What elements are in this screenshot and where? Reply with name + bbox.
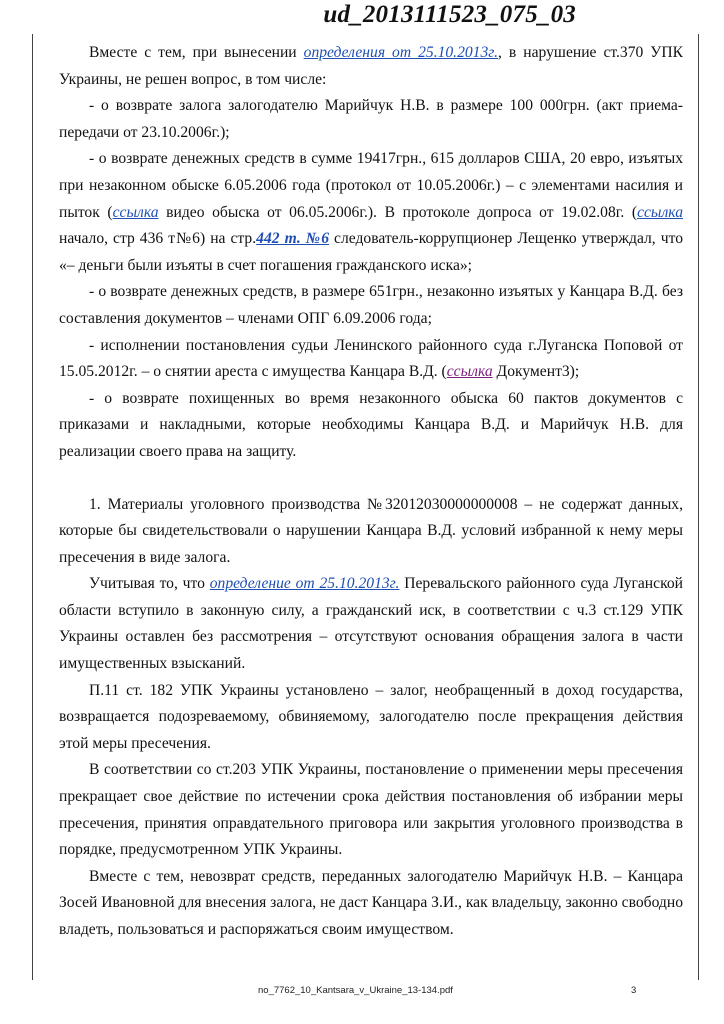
paragraph-text: - о возврате денежных средств в сумме 19417грн., 615 долларов США, 20 евро, изъятых при незаконном обыске 6.05.2006 года (протокол от 10.05.2006г.) – с элементами насилия и пыток (	[59, 150, 683, 221]
paragraph-text: - о возврате денежных средств, в размере 651грн., незаконно изъятых у Канцара В.Д. без составления документов – членами ОПГ 6.09.2006 года;	[59, 283, 683, 327]
document-body	[59, 40, 683, 944]
footer-filename: no_7762_10_Kantsara_v_Ukraine_13-134.pdf	[258, 985, 453, 996]
document-link[interactable]: ссылка	[637, 203, 683, 221]
paragraph-text: Вместе с тем, при вынесении	[89, 44, 304, 61]
paragraph	[59, 279, 683, 332]
document-id: ud_2013111523_075_03	[323, 1, 576, 28]
paragraph-text: - о возврате залога залогодателю Марийчук Н.В. в размере 100 000грн. (акт приема-передачи от 23.10.2006г.);	[59, 97, 683, 141]
document-link[interactable]: определения от 25.10.2013г.	[303, 44, 499, 61]
paragraph	[59, 571, 683, 677]
paragraph	[59, 492, 683, 572]
paragraph	[59, 757, 683, 863]
page-footer	[0, 985, 724, 1005]
document-link[interactable]: определение от 25.10.2013г.	[209, 575, 400, 593]
paragraph	[59, 93, 683, 146]
paragraph-text: 1. Материалы уголовного производства №32012030000000008 – не содержат данных, которые бы свидетельствовали о нарушении Канцара В.Д. условий избранной к нему меры пресечения в виде залога.	[59, 495, 683, 566]
paragraph-text: - исполнении постановления судьи Ленинского районного суда г.Луганска Поповой от 15.05.2012г. – о снятии ареста с имущества Канцара В.Д. (	[59, 336, 683, 381]
paragraph-text: следователь-коррупционер Лещенко утверждал, что «– деньги были изъяты в счет погашения гражданского иска»;	[59, 230, 683, 274]
paragraph	[59, 678, 683, 758]
paragraph-text: - о возврате похищенных во время незаконного обыска 60 пактов документов с приказами и накладными, которые необходимы Канцара В.Д. и Марийчук Н.В. для реализации своего права на защиту.	[59, 389, 683, 460]
paragraph	[59, 333, 683, 386]
paragraph-text: Перевальского районного суда Луганской области вступило в законную силу, а гражданский иск, в соответствии с ч.3 ст.129 УПК Украины оставлен без рассмотрения – отсутствуют основания обращения залога в части имущественных взысканий.	[59, 575, 683, 673]
document-link[interactable]: ссылка	[446, 363, 493, 381]
paragraph-text: , в нарушение ст.370 УПК Украины, не решен вопрос, в том числе:	[59, 44, 683, 88]
paragraph-text: видео обыска от 06.05.2006г.). В протоколе допроса от 19.02.08г. (	[158, 203, 638, 221]
document-link[interactable]: 442 т. №6	[256, 230, 330, 248]
paragraph-text: Учитывая то, что	[89, 575, 210, 593]
document-link[interactable]: ссылка	[112, 203, 159, 221]
page-number: 3	[631, 985, 637, 996]
paragraph	[59, 864, 683, 944]
paragraph	[59, 146, 683, 279]
paragraph-text: начало, стр 436 т№6) на стр.	[59, 230, 257, 248]
paragraph-text: Документ3);	[492, 363, 580, 381]
paragraph-text: П.11 ст. 182 УПК Украины установлено – залог, необращенный в доход государства, возвращается подозреваемому, обвиняемому, залогодателю после прекращения действия этой меры пресечения.	[59, 681, 683, 752]
paragraph	[59, 40, 683, 93]
paragraph-text: Вместе с тем, невозврат средств, переданных залогодателю Марийчук Н.В. – Канцара Зосей Ивановной для внесения залога, не даст Канцара З.И., как владельцу, законно свободно владеть, пользоваться и распоряжаться своим имуществом.	[59, 867, 683, 938]
paragraph	[59, 386, 683, 466]
paragraph-text: В соответствии со ст.203 УПК Украины, постановление о применении меры пресечения прекращает свое действие по истечении срока действия постановления об избрании меры пресечения, принятия оправдательного приговора или закрытия уголовного производства в порядке, предусмотренном УПК Украины.	[59, 761, 683, 859]
